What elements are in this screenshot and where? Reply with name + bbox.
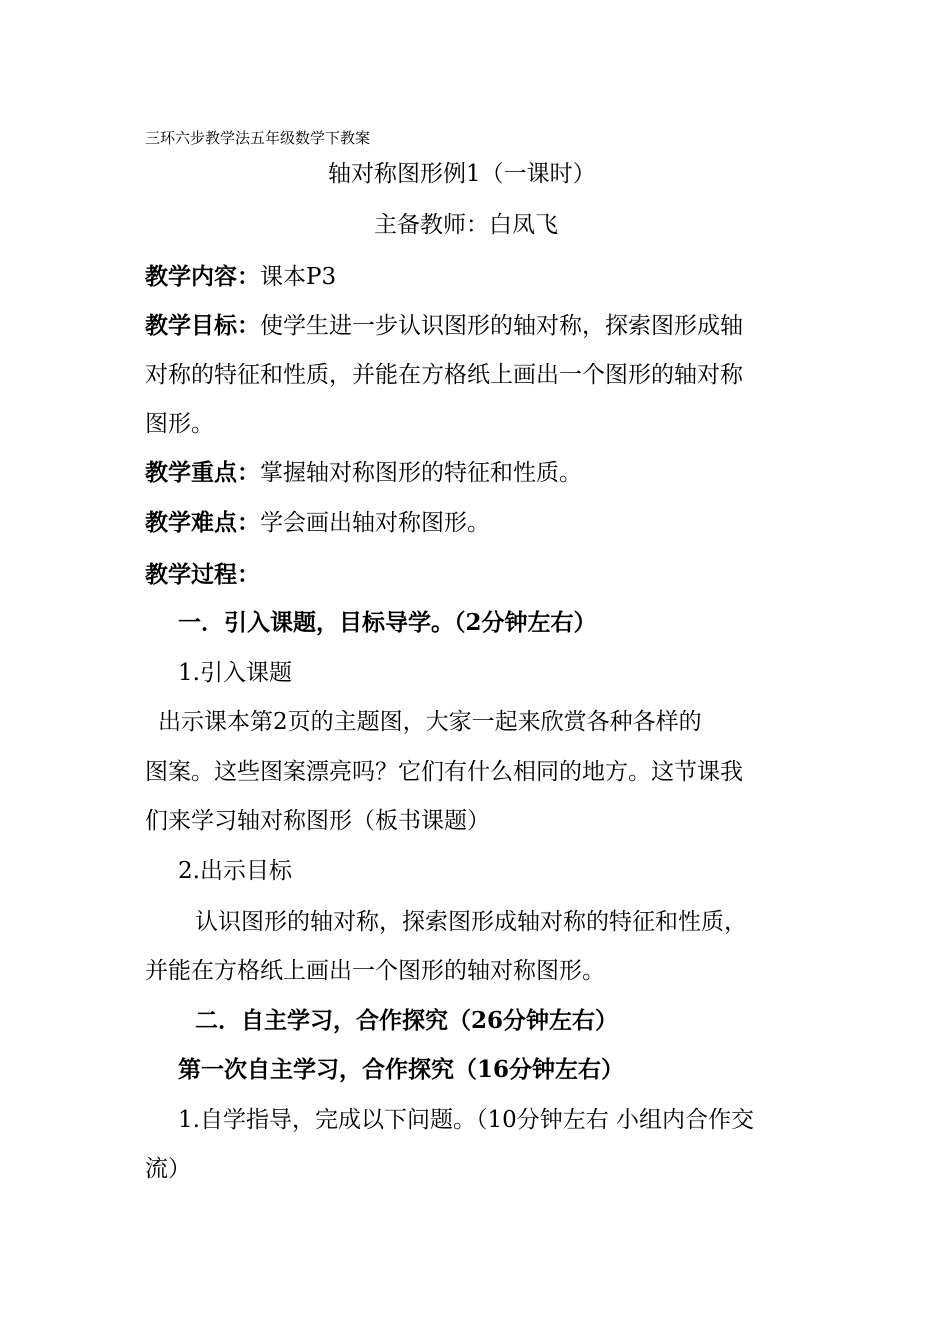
section1-item1: 1.引入课题 [178,660,292,686]
section1-para1-line1: 出示课本第2页的主题图，大家一起来欣赏各种各样的 [158,709,702,735]
section2-item1-line2: 流） [145,1156,191,1182]
section1-para1-line2: 图案。这些图案漂亮吗？它们有什么相同的地方。这节课我 [145,759,743,785]
difficulty-label: 教学难点： [145,509,260,536]
section1-para1-line3: 们来学习轴对称图形（板书课题） [145,808,490,834]
section2-heading: 二．自主学习，合作探究（26分钟左右） [195,1007,619,1034]
section1-para2-line1: 认识图形的轴对称，探索图形成轴对称的特征和性质， [195,909,747,935]
goals-label: 教学目标： [145,312,260,339]
content-label: 教学内容： [145,263,260,290]
section1-item2: 2.出示目标 [178,858,292,884]
key-point-row [145,458,582,488]
teacher-line: 主备教师：白凤飞 [374,212,558,238]
section2-item1-line1: 1.自学指导，完成以下问题。（10分钟左右 小组内合作交 [178,1107,755,1133]
difficulty-row [145,508,490,538]
goals-text-2: 对称的特征和性质，并能在方格纸上画出一个图形的轴对称 [145,362,743,388]
section1-para2-line2: 并能在方格纸上画出一个图形的轴对称图形。 [145,958,605,984]
goals-text-1: 使学生进一步认识图形的轴对称，探索图形成轴 [260,313,743,339]
section1-heading: 一．引入课题，目标导学。（2分钟左右） [178,609,597,636]
key-point-label: 教学重点： [145,459,260,486]
difficulty-text: 学会画出轴对称图形。 [260,510,490,536]
goals-text-3: 图形。 [145,411,214,437]
doc-title: 轴对称图形例1（一课时） [328,161,596,187]
goals-row [145,311,743,341]
key-point-text: 掌握轴对称图形的特征和性质。 [260,460,582,486]
section2-subheading: 第一次自主学习，合作探究（16分钟左右） [178,1056,625,1083]
doc-header: 三环六步教学法五年级数学下教案 [145,129,371,147]
content-text: 课本P3 [260,264,337,290]
content-row [145,262,336,292]
process-label: 教学过程： [145,561,260,588]
